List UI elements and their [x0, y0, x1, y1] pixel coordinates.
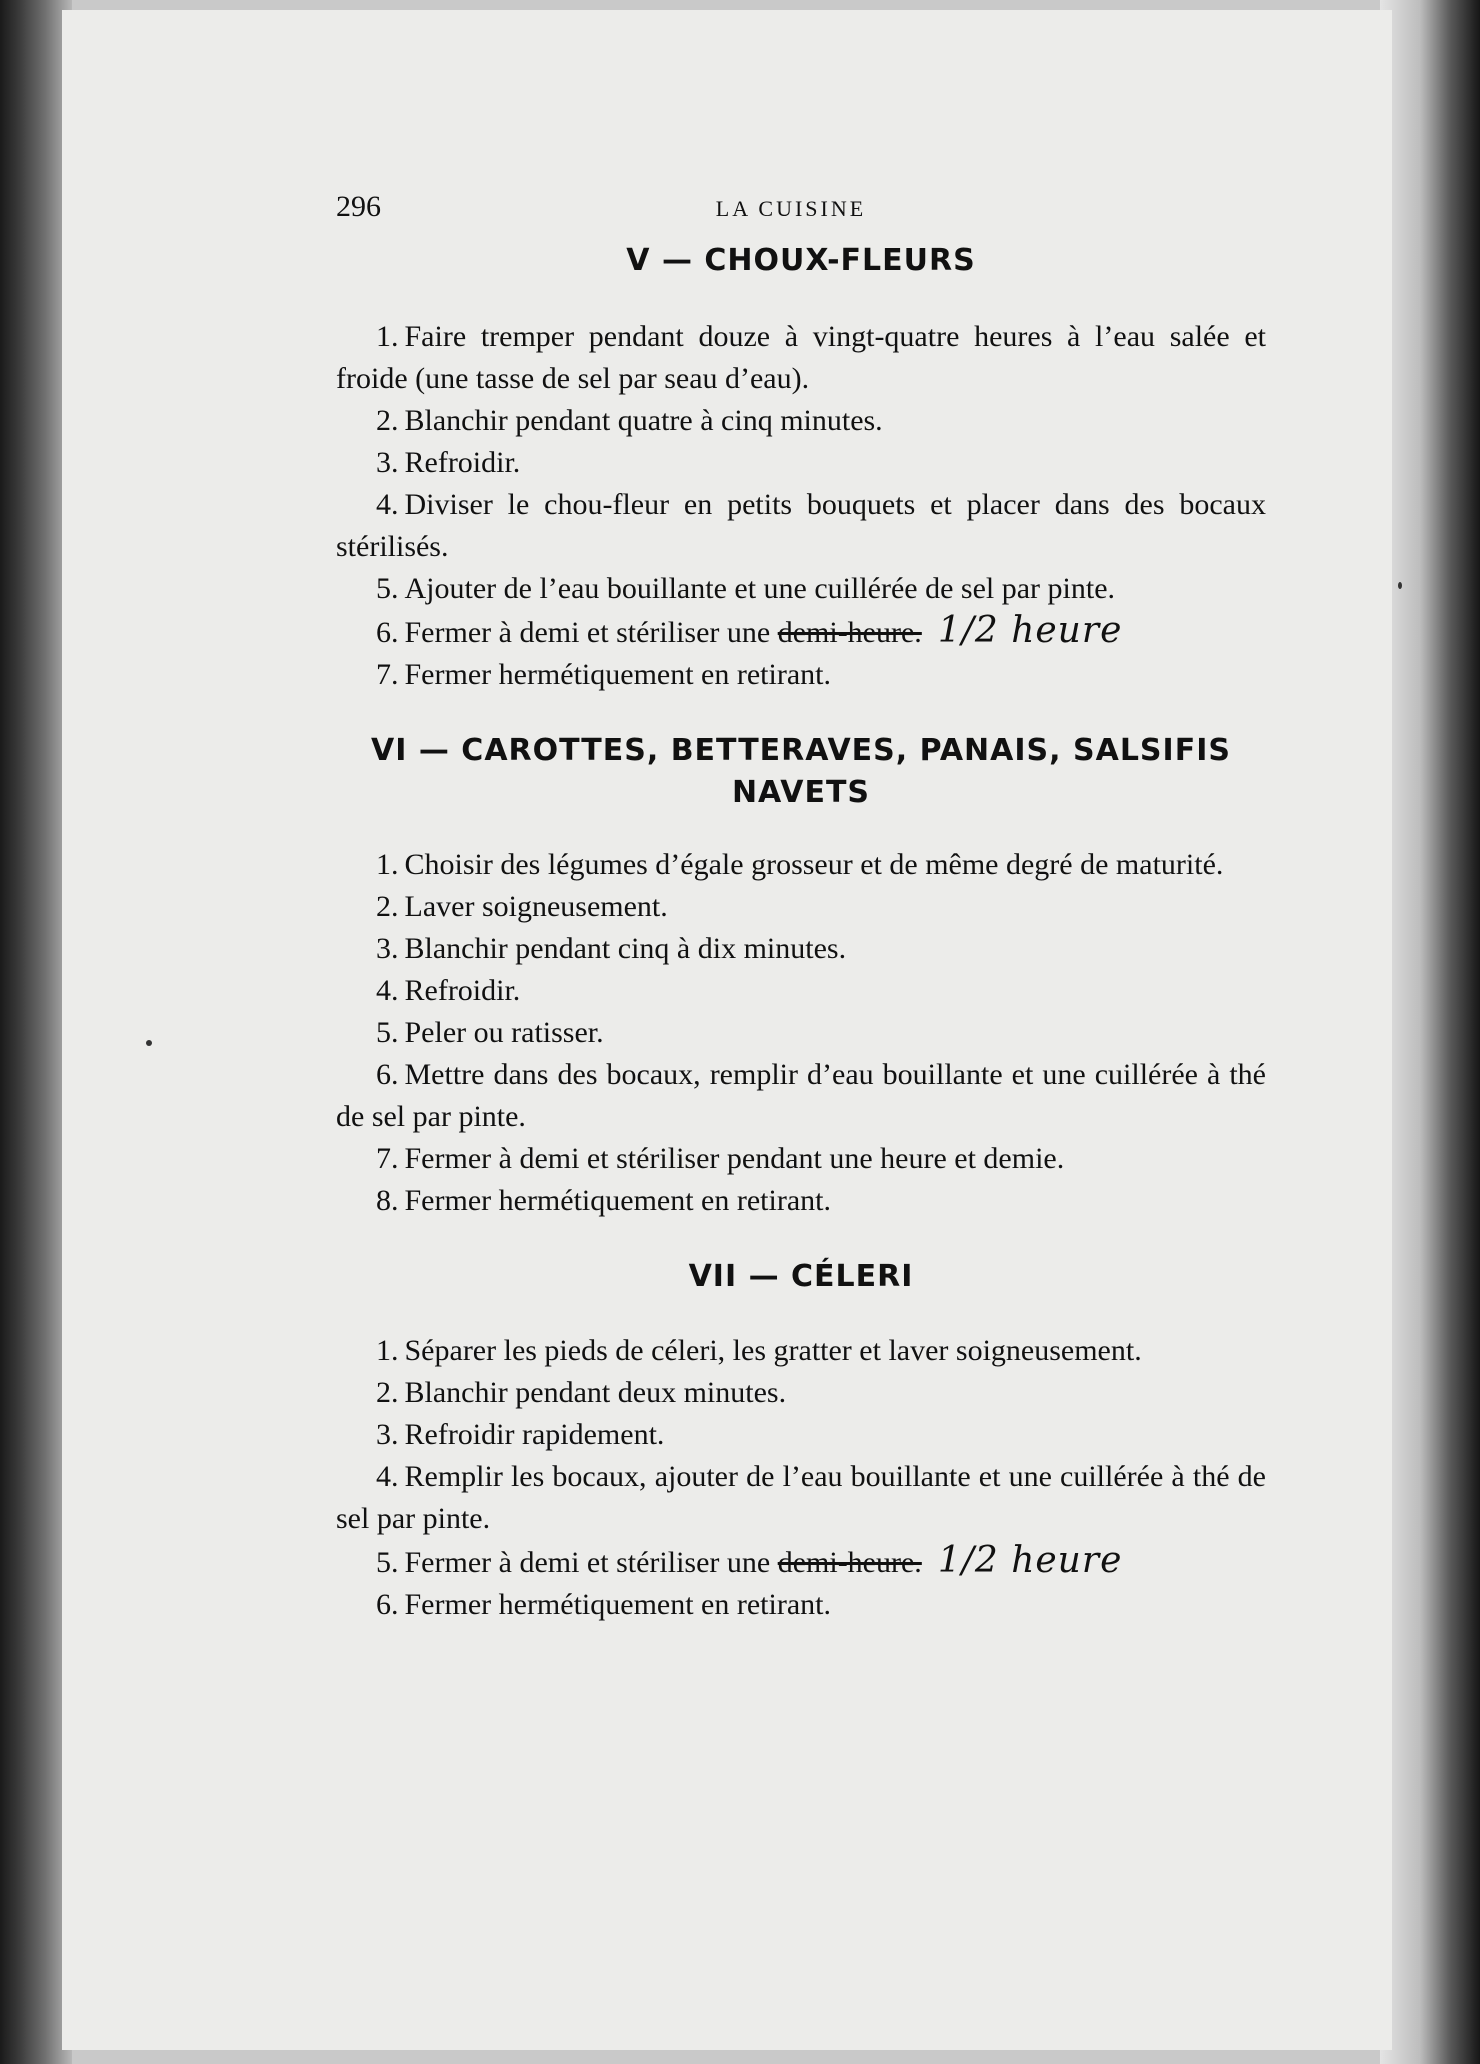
step-item: 4. Remplir les bocaux, ajouter de l’eau bouillante et une cuillérée à thé de sel par pinte.	[336, 1460, 1266, 1535]
step-item: 8. Fermer hermétiquement en retirant.	[376, 1184, 831, 1217]
section-title-choux-fleurs: V — CHOUX-FLEURS	[626, 243, 976, 278]
step-item: 1. Faire tremper pendant douze à vingt-quatre heures à l’eau salée et froide (une tasse de sel par seau d’eau).	[336, 320, 1266, 395]
dust-speck	[1398, 582, 1402, 589]
dust-speck	[146, 1040, 152, 1046]
page-content	[336, 186, 1266, 1626]
step-item: 2. Laver soigneusement.	[376, 890, 668, 923]
step-item: 3. Blanchir pendant cinq à dix minutes.	[376, 932, 847, 965]
step-item: 1. Choisir des légumes d’égale grosseur et de même degré de maturité.	[376, 848, 1224, 881]
step-item-annotated: 5. Fermer à demi et stériliser une demi-heure. 1/2 heure	[376, 1540, 1123, 1581]
handwritten-annotation: 1/2 heure	[937, 1540, 1123, 1581]
section-title-celeri: VII — CÉLERI	[688, 1259, 914, 1294]
running-title: LA CUISINE	[715, 196, 867, 221]
step-item: 5. Ajouter de l’eau bouillante et une cuillérée de sel par pinte.	[376, 572, 1116, 605]
step-item: 3. Refroidir rapidement.	[376, 1418, 665, 1451]
step-item: 2. Blanchir pendant quatre à cinq minutes.	[376, 404, 883, 437]
step-item: 1. Séparer les pieds de céleri, les gratter et laver soigneusement.	[376, 1334, 1142, 1367]
step-item: 3. Refroidir.	[376, 446, 521, 479]
handwritten-annotation: 1/2 heure	[937, 610, 1123, 651]
step-item: 4. Diviser le chou-fleur en petits bouquets et placer dans des bocaux stérilisés.	[336, 488, 1266, 563]
step-item: 7. Fermer hermétiquement en retirant.	[376, 658, 831, 691]
page-number: 296	[336, 190, 381, 223]
step-item: 2. Blanchir pendant deux minutes.	[376, 1376, 787, 1409]
page-edge-shadow	[1380, 0, 1480, 2064]
step-item: 6. Fermer hermétiquement en retirant.	[376, 1588, 831, 1621]
step-item: 5. Peler ou ratisser.	[376, 1016, 604, 1049]
step-item: 4. Refroidir.	[376, 974, 521, 1007]
running-head	[336, 186, 1266, 236]
struck-text: demi-heure.	[777, 616, 922, 649]
step-item: 6. Mettre dans des bocaux, remplir d’eau bouillante et une cuillérée à thé de sel par pinte.	[336, 1058, 1266, 1133]
step-item-annotated: 6. Fermer à demi et stériliser une demi-heure. 1/2 heure	[376, 610, 1123, 651]
section-title-carottes: VI — CAROTTES, BETTERAVES, PANAIS, SALSIFIS NAVETS	[371, 733, 1231, 810]
struck-text: demi-heure.	[777, 1546, 922, 1579]
step-item: 7. Fermer à demi et stériliser pendant une heure et demie.	[376, 1142, 1065, 1175]
